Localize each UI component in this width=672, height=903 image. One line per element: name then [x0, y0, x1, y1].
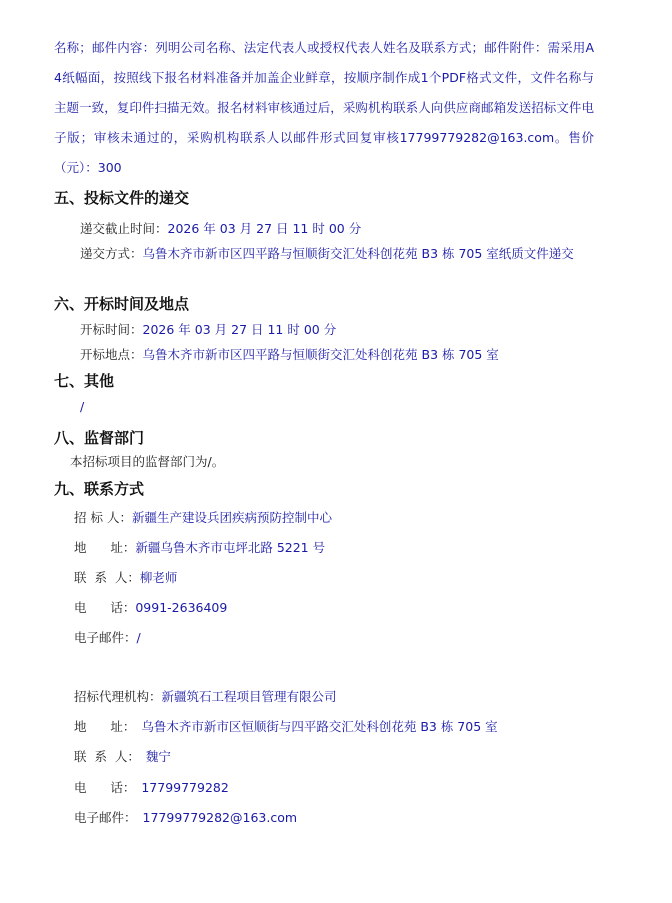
agency-phone — [74, 779, 229, 797]
submission-deadline-label: 递交截止时间： — [80, 221, 168, 236]
buyer-email — [74, 629, 141, 647]
buyer-name — [74, 509, 332, 527]
opening-place — [80, 346, 499, 364]
buyer-contact-value: 柳老师 — [139, 570, 178, 585]
buyer-phone — [74, 599, 227, 617]
agency-name — [74, 688, 337, 706]
buyer-contact-label: 联 系 人： — [74, 570, 140, 585]
section-6-heading: 六、开标时间及地点 — [54, 295, 190, 313]
agency-contact-value: 魏宁 — [145, 749, 171, 764]
opening-time — [80, 321, 336, 339]
buyer-phone-label: 电 话： — [74, 600, 136, 615]
other-content: / — [80, 399, 85, 414]
buyer-address-value: 新疆乌鲁木齐市屯坪北路 5221 号 — [135, 540, 326, 555]
agency-contact-label: 联 系 人： — [74, 749, 140, 764]
buyer-phone-value: 0991-2636409 — [135, 600, 228, 615]
agency-email-label: 电子邮件： — [74, 810, 137, 825]
agency-phone-value: 17799779282 — [141, 780, 229, 795]
buyer-address — [74, 539, 325, 557]
intro-paragraph: 名称；邮件内容：列明公司名称、法定代表人或授权代表人姓名及联系方式；邮件附件：需采用A4纸幅面，按照线下报名材料准备并加盖企业鲜章，按顺序制作成1个PDF格式文件，文件名称与主题一致，复印件扫描无效。报名材料审核通过后，采购机构联系人向供应商邮箱发送招标文件电子版；审核未通过的，采购机构联系人以邮件形式回复审核17799779282@163.com。售价（元）：300 — [54, 40, 594, 175]
submission-method-label: 递交方式： — [80, 246, 143, 261]
agency-contact — [74, 748, 171, 766]
buyer-name-label: 招 标 人： — [74, 510, 132, 525]
buyer-email-value: / — [136, 630, 141, 645]
opening-time-value: 2026 年 03 月 27 日 11 时 00 分 — [142, 322, 337, 337]
section-9-heading: 九、联系方式 — [54, 480, 145, 498]
agency-email — [74, 809, 297, 827]
agency-email-value: 17799779282@163.com — [142, 810, 298, 825]
agency-address — [74, 718, 498, 736]
agency-name-label: 招标代理机构： — [74, 689, 162, 704]
section-7-heading: 七、其他 — [54, 372, 115, 390]
agency-phone-label: 电 话： — [74, 780, 136, 795]
submission-method — [54, 241, 594, 266]
agency-address-label: 地 址： — [74, 719, 136, 734]
section-5-heading: 五、投标文件的递交 — [54, 189, 190, 207]
buyer-email-label: 电子邮件： — [74, 630, 137, 645]
agency-name-value: 新疆筑石工程项目管理有限公司 — [161, 689, 337, 704]
opening-place-value: 乌鲁木齐市新市区四平路与恒顺街交汇处科创花苑 B3 栋 705 室 — [142, 347, 499, 362]
buyer-name-value: 新疆生产建设兵团疾病预防控制中心 — [131, 510, 332, 525]
section-8-heading: 八、监督部门 — [54, 429, 145, 447]
buyer-contact — [74, 569, 177, 587]
supervision-content: 本招标项目的监督部门为/。 — [70, 454, 225, 469]
submission-deadline-value: 2026 年 03 月 27 日 11 时 00 分 — [167, 221, 362, 236]
buyer-address-label: 地 址： — [74, 540, 136, 555]
opening-time-label: 开标时间： — [80, 322, 143, 337]
submission-method-value: 乌鲁木齐市新市区四平路与恒顺街交汇处科创花苑 B3 栋 705 室纸质文件递交 — [142, 246, 574, 261]
submission-deadline — [80, 220, 361, 238]
opening-place-label: 开标地点： — [80, 347, 143, 362]
agency-address-value: 乌鲁木齐市新市区恒顺街与四平路交汇处科创花苑 B3 栋 705 室 — [141, 719, 498, 734]
